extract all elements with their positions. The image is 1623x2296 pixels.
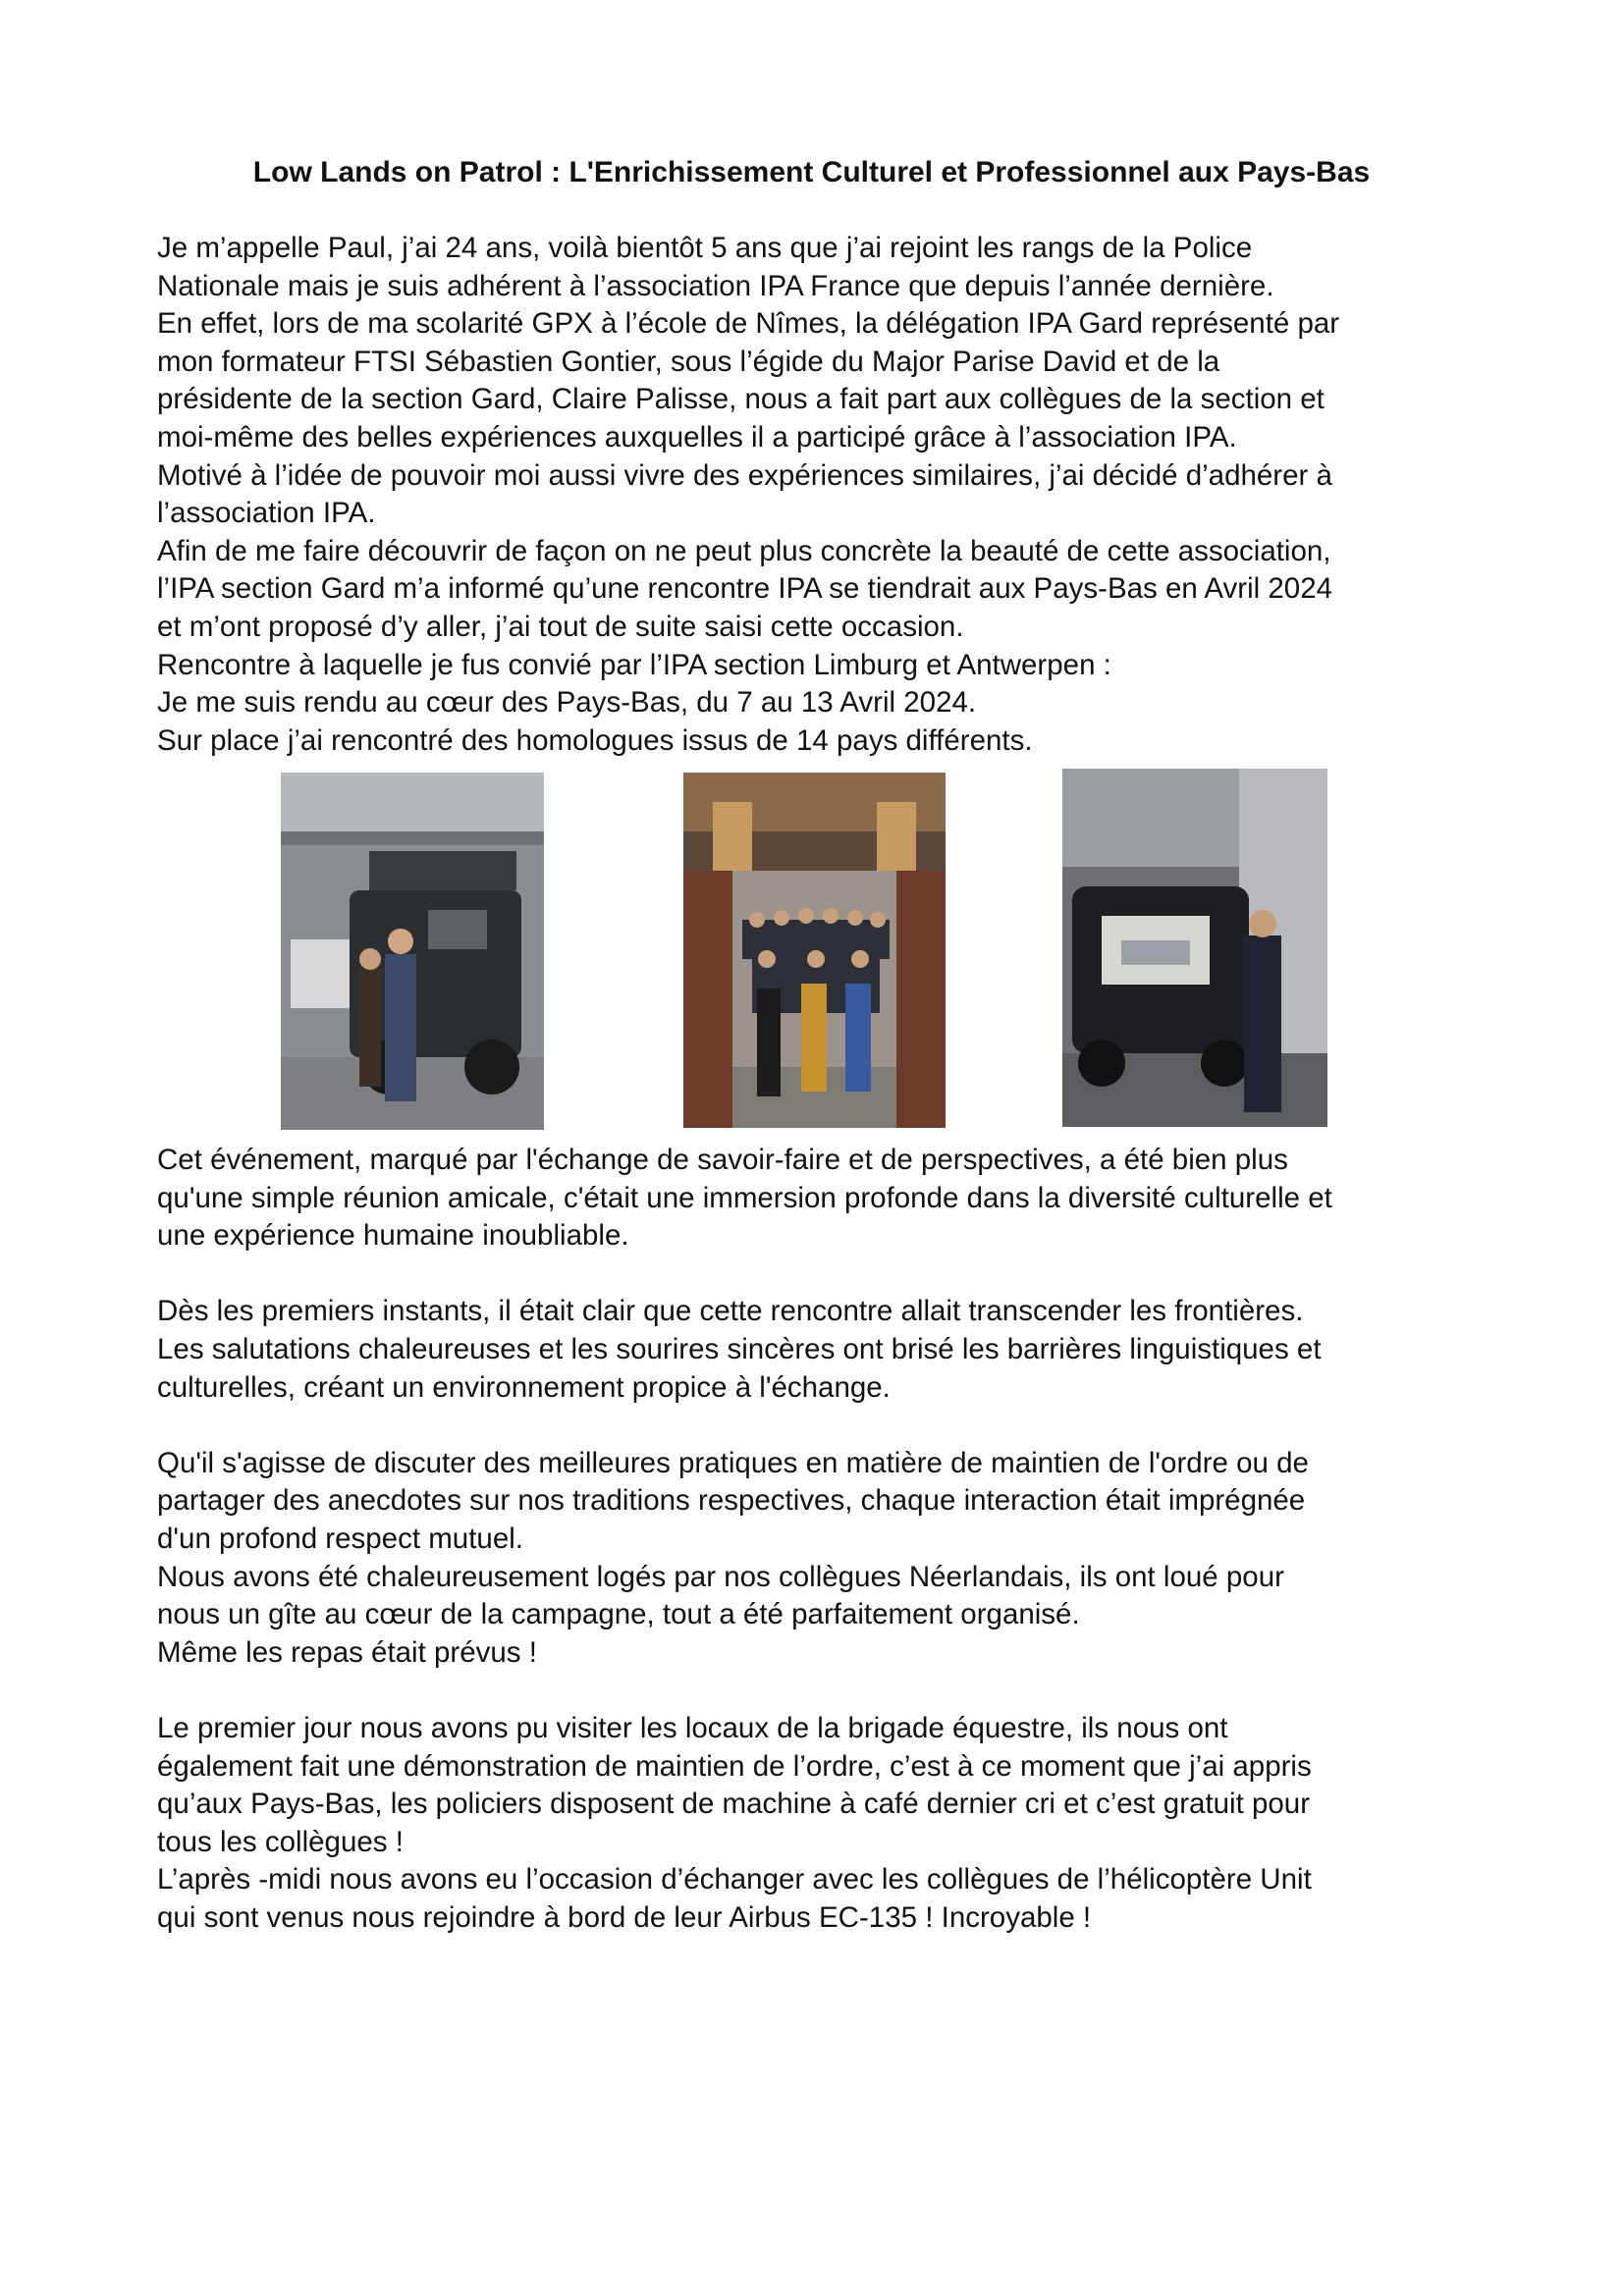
text-line: qu'une simple réunion amicale, c'était une immersion profonde dans la diversité culturelle et <box>157 1181 1332 1214</box>
text-line: moi-même des belles expériences auxquelles il a participé grâce à l’association IPA. <box>157 420 1237 454</box>
text-line <box>157 1407 1512 1445</box>
text-line: Qu'il s'agisse de discuter des meilleures pratiques en matière de maintien de l'ordre ou de <box>157 1446 1309 1479</box>
photo-police-car <box>1062 769 1327 1127</box>
body-paragraphs <box>157 1142 1512 1937</box>
text-line: Motivé à l’idée de pouvoir moi aussi vivre des expériences similaires, j’ai décidé d’adhérer à <box>157 458 1332 492</box>
text-line: d'un profond respect mutuel. <box>157 1522 523 1555</box>
text-line: Le premier jour nous avons pu visiter les locaux de la brigade équestre, ils nous ont <box>157 1711 1228 1744</box>
photo-group-staircase <box>683 773 946 1128</box>
text-line: L’après -midi nous avons eu l’occasion d’échanger avec les collègues de l’hélicoptère Unit <box>157 1863 1312 1896</box>
text-line: nous un gîte au cœur de la campagne, tout a été parfaitement organisé. <box>157 1598 1080 1631</box>
text-line: Les salutations chaleureuses et les sourires sincères ont brisé les barrières linguistiques et <box>157 1332 1322 1365</box>
text-line: mon formateur FTSI Sébastien Gontier, sous l’égide du Major Parise David et de la <box>157 345 1220 378</box>
text-line: Cet événement, marqué par l'échange de savoir-faire et de perspectives, a été bien plus <box>157 1144 1288 1176</box>
text-line: qu’aux Pays-Bas, les policiers disposent de machine à café dernier cri et c’est gratuit pour <box>157 1788 1311 1821</box>
text-line: l’association IPA. <box>157 497 376 530</box>
text-line: Même les repas était prévus ! <box>157 1635 537 1669</box>
text-line: Afin de me faire découvrir de façon on ne peut plus concrète la beauté de cette association, <box>157 534 1331 567</box>
document-title: Low Lands on Patrol : L'Enrichissement Culturel et Professionnel aux Pays-Bas <box>252 156 1371 188</box>
photo-armored-vehicle <box>281 773 544 1130</box>
text-line: et m’ont proposé d’y aller, j’ai tout de suite saisi cette occasion. <box>157 610 964 643</box>
text-line: Dès les premiers instants, il était clair que cette rencontre allait transcender les frontières. <box>157 1295 1304 1328</box>
text-line: Nous avons été chaleureusement logés par nos collègues Néerlandais, ils ont loué pour <box>157 1560 1284 1593</box>
text-line: Sur place j’ai rencontré des homologues issus de 14 pays différents. <box>157 723 1033 757</box>
text-line: Je m’appelle Paul, j’ai 24 ans, voilà bientôt 5 ans que j’ai rejoint les rangs de la Police <box>157 232 1253 264</box>
text-line: présidente de la section Gard, Claire Palisse, nous a fait part aux collègues de la section et <box>157 383 1325 416</box>
text-line <box>157 1672 1512 1710</box>
text-line: tous les collègues ! <box>157 1825 404 1858</box>
text-line: qui sont venus nous rejoindre à bord de leur Airbus EC-135 ! Incroyable ! <box>157 1900 1092 1934</box>
text-line: Rencontre à laquelle je fus convié par l’IPA section Limburg et Antwerpen : <box>157 648 1111 681</box>
text-line: En effet, lors de ma scolarité GPX à l’école de Nîmes, la délégation IPA Gard représenté par <box>157 307 1340 341</box>
text-line: Nationale mais je suis adhérent à l’association IPA France que depuis l’année dernière. <box>157 269 1274 302</box>
text-line: culturelles, créant un environnement propice à l'échange. <box>157 1370 891 1404</box>
text-line: partager des anecdotes sur nos traditions respectives, chaque interaction était imprégnée <box>157 1484 1306 1518</box>
text-line: également fait une démonstration de maintien de l’ordre, c’est à ce moment que j’ai appris <box>157 1749 1312 1783</box>
intro-paragraphs <box>157 230 1512 760</box>
text-line: l’IPA section Gard m’a informé qu’une rencontre IPA se tiendrait aux Pays-Bas en Avril 2024 <box>157 572 1333 606</box>
text-line: une expérience humaine inoubliable. <box>157 1219 629 1253</box>
text-line <box>157 1255 1512 1294</box>
text-line: Je me suis rendu au cœur des Pays-Bas, du 7 au 13 Avril 2024. <box>157 686 977 720</box>
